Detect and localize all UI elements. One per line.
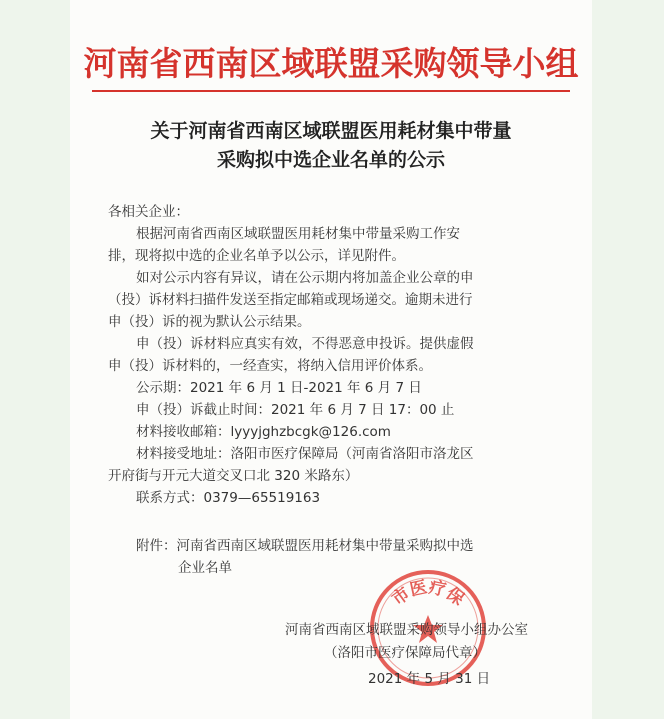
body-line: （投）诉材料扫描件发送至指定邮箱或现场递交。逾期未进行 <box>108 292 473 308</box>
notice-title-line-1: 关于河南省西南区域联盟医用耗材集中带量 <box>150 120 512 142</box>
notice-title-line-2: 采购拟中选企业名单的公示 <box>216 149 445 171</box>
signature-date: 2021 年 5 月 31 日 <box>368 671 491 687</box>
signature-org: 河南省西南区域联盟采购领导小组办公室 <box>285 622 528 638</box>
body-line: 排，现将拟中选的企业名单予以公示，详见附件。 <box>108 248 405 264</box>
receiving-address-cont: 开府街与开元大道交叉口北 320 米路东） <box>108 468 359 484</box>
attachment-line: 附件：河南省西南区域联盟医用耗材集中带量采购拟中选 <box>136 538 474 554</box>
document-page <box>70 0 592 719</box>
email-address: 材料接收邮箱：lyyyjghzbcgk@126.com <box>136 424 391 440</box>
seal-text: 市医疗保 <box>388 577 468 610</box>
signature-sub: （洛阳市医疗保障局代章） <box>324 645 486 661</box>
body-line: 如对公示内容有异议，请在公示期内将加盖企业公章的申 <box>136 270 474 286</box>
body-line: 申（投）诉材料的，一经查实，将纳入信用评价体系。 <box>108 358 432 374</box>
body-line: 申（投）诉材料应真实有效，不得恶意申投诉。提供虚假 <box>136 336 474 352</box>
attachment-line-cont: 企业名单 <box>178 560 232 576</box>
complaint-deadline: 申（投）诉截止时间：2021 年 6 月 7 日 17：00 止 <box>136 402 455 418</box>
letterhead-divider <box>92 90 570 92</box>
salutation: 各相关企业： <box>108 204 189 220</box>
contact-phone: 联系方式：0379—65519163 <box>136 490 321 506</box>
publicity-period: 公示期：2021 年 6 月 1 日-2021 年 6 月 7 日 <box>136 380 422 396</box>
letterhead-title: 河南省西南区域联盟采购领导小组 <box>83 44 579 83</box>
body-line: 根据河南省西南区域联盟医用耗材集中带量采购工作安 <box>136 226 460 242</box>
receiving-address: 材料接受地址：洛阳市医疗保障局（河南省洛阳市洛龙区 <box>136 446 474 462</box>
body-line: 申（投）诉的视为默认公示结果。 <box>108 314 311 330</box>
